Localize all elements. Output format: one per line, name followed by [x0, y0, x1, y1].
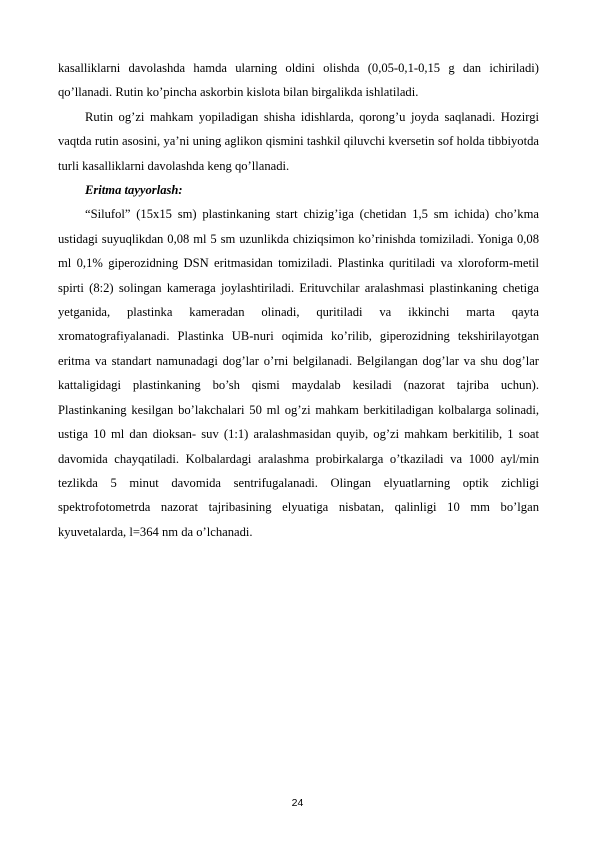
section-heading: Eritma tayyorlash: [85, 183, 183, 198]
paragraph-solution-preparation: “Silufol” (15x15 sm) plastinkaning start chizig’iga (chetidan 1,5 sm ichida) cho’kma ustidagi suyuqlikdan 0,08 ml 5 sm uzunlikda chiziqsimon ko’rinishda tomiziladi. Yoniga 0,08 ml 0,1% giperozidning DSN eritmasidan tomiziladi. Plastinka quritiladi va xloroform-metil spirti (8:2) solingan kameraga joylashtiriladi. Erituvchilar aralashmasi plastinkaning chetiga yetganida, plastinka kameradan olinadi, quritiladi va ikkinchi marta qayta xromatografiyalanadi. Plastinka UB-nuri oqimida ko’rilib, giperozidning tekshirilayotgan eritma va standart namunadagi dog’lar o’rni belgilanadi. Belgilangan dog’lar va shu dog’lar kattaligidagi plastinkaning bo’sh qismi maydalab kesiladi (nazorat tajriba uchun). Plastinkaning kesilgan bo’lakchalari 50 ml og’zi mahkam berkitiladigan kolbalarga solinadi, ustiga 10 ml dan dioksan- suv (1:1) aralashmasidan quyib, og’zi mahkam berkitilib, 1 soat davomida chayqatiladi. Kolbalardagi aralashma probirkalarga o’tkaziladi va 1000 ayl/min tezlikda 5 minut davomida sentrifugalanadi. Olingan elyuatlarning optik zichligi spektrofotometrda nazorat tajribasining elyuatiga nisbatan, qalinligi 10 mm bo’lgan kyuvetalarda, l=364 nm da o’lchanadi. [58, 207, 539, 539]
paragraph-rutin-storage: Rutin og’zi mahkam yopiladigan shisha idishlarda, qorong’u joyda saqlanadi. Hozirgi vaqtda rutin asosini, ya’ni uning aglikon qismini tashkil qiluvchi kversetin sof holda tibbiyotda turli kasalliklarni davolashda keng qo’llanadi. [58, 109, 539, 173]
page-number: 24 [291, 797, 304, 809]
body-text [58, 56, 539, 544]
paragraph-continuation: kasalliklarni davolashda hamda ularning oldini olishda (0,05-0,1-0,15 g dan ichiriladi) qo’llanadi. Rutin ko’pincha askorbin kislota bilan birgalikda ishlatiladi. [58, 61, 539, 100]
